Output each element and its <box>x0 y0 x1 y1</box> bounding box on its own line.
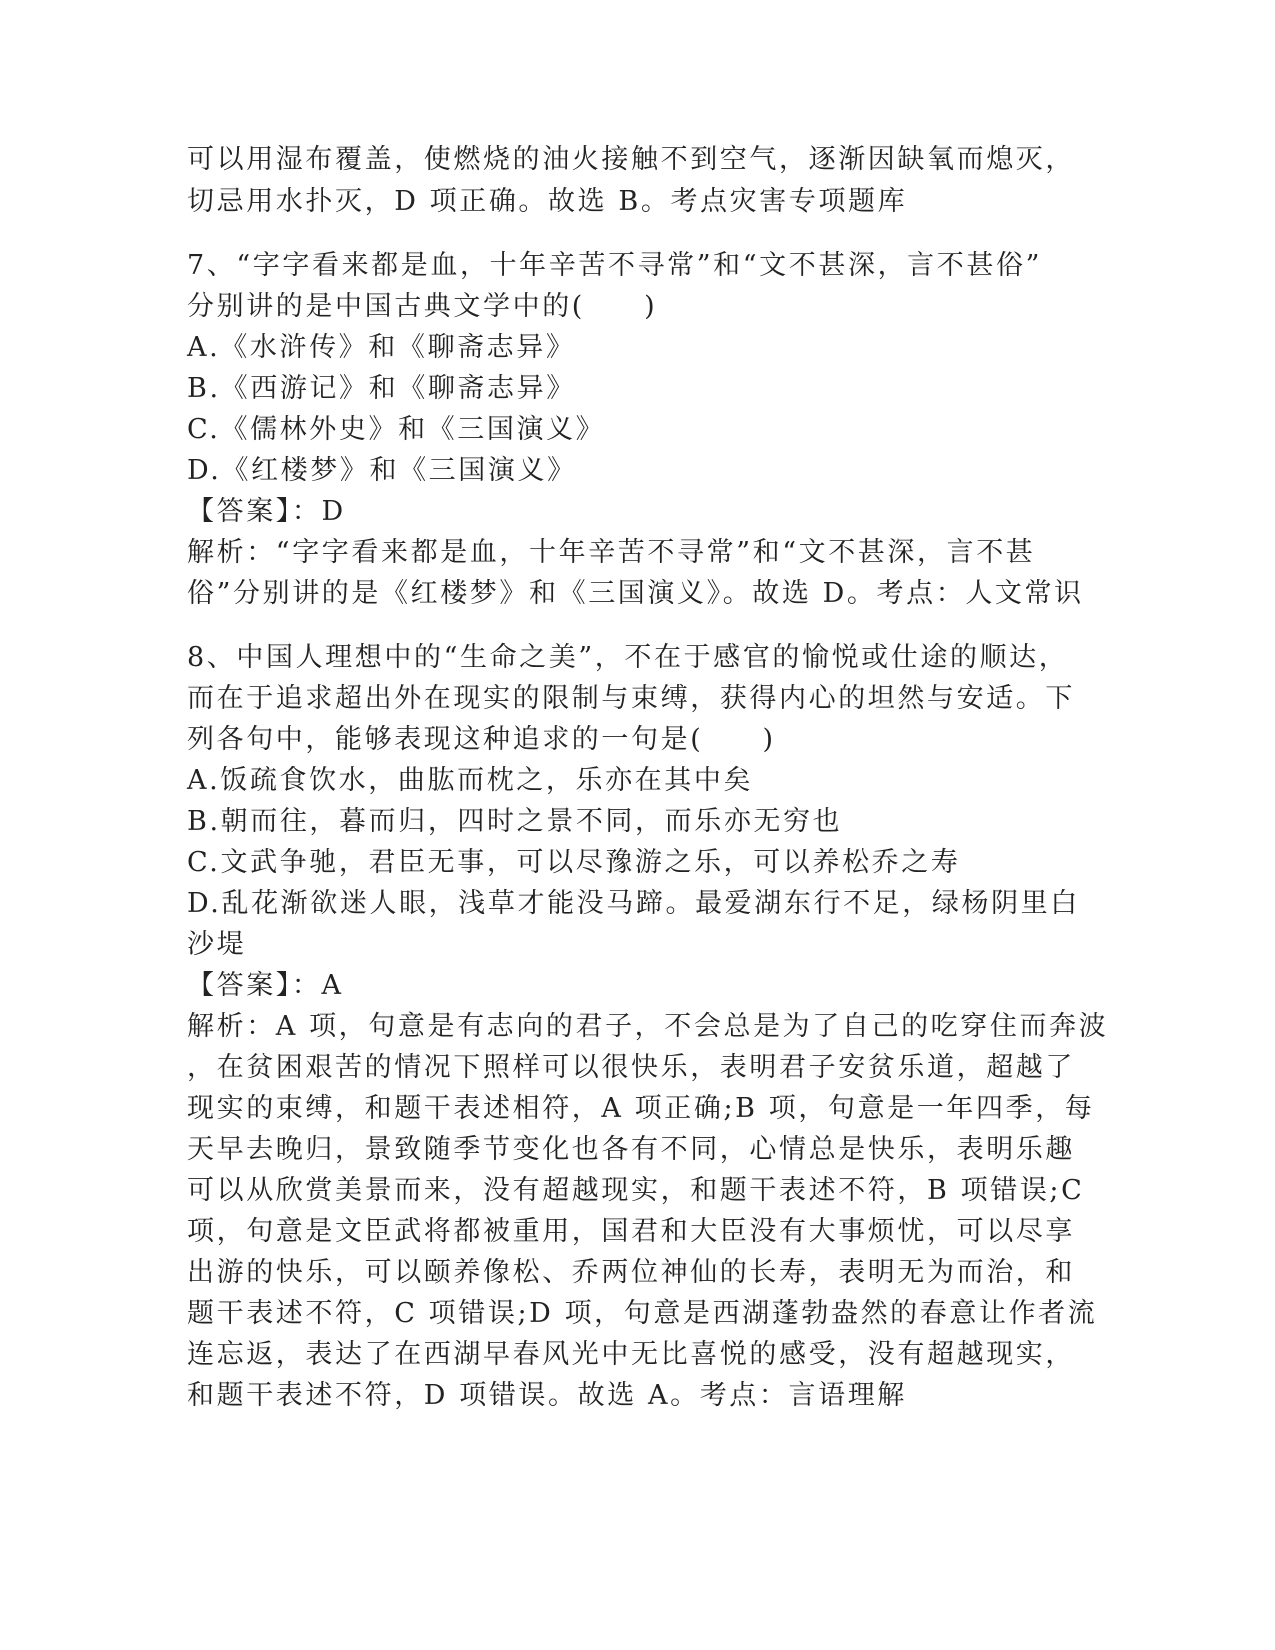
q8-option-a: A.饭疏食饮水，曲肱而枕之，乐亦在其中矣 <box>187 765 754 796</box>
q8-stem-line-1: 8、中国人理想中的“生命之美”，不在于感官的愉悦或仕途的顺达， <box>187 642 1069 673</box>
q8-analysis-line-5: 可以从欣赏美景而来，没有超越现实，和题干表述不符，B 项错误;C <box>187 1175 1085 1206</box>
q7-option-d: D.《红楼梦》和《三国演义》 <box>187 455 577 486</box>
q7-option-b: B.《西游记》和《聊斋志异》 <box>187 373 576 404</box>
q8-option-b: B.朝而往，暮而归，四时之景不同，而乐亦无穷也 <box>187 806 843 837</box>
q8-analysis-line-8: 题干表述不符，C 项错误;D 项，句意是西湖蓬勃盎然的春意让作者流 <box>187 1298 1098 1329</box>
q8-analysis-line-10: 和题干表述不符，D 项错误。故选 A。考点：言语理解 <box>187 1380 907 1411</box>
fragment-line-1: 可以用湿布覆盖，使燃烧的油火接触不到空气，逐渐因缺氧而熄灭， <box>187 144 1075 175</box>
fragment-line-2: 切忌用水扑灭，D 项正确。故选 B。考点灾害专项题库 <box>187 186 908 217</box>
q7-stem-line-1: 7、“字字看来都是血，十年辛苦不寻常”和“文不甚深，言不甚俗” <box>187 250 1042 281</box>
q7-stem-line-2: 分别讲的是中国古典文学中的( ) <box>187 291 658 322</box>
q8-stem-line-3: 列各句中，能够表现这种追求的一句是( ) <box>187 724 776 755</box>
q8-stem-line-2: 而在于追求超出外在现实的限制与束缚，获得内心的坦然与安适。下 <box>187 683 1075 714</box>
q7-option-a: A.《水浒传》和《聊斋志异》 <box>187 332 576 363</box>
q8-analysis-line-1: 解析：A 项，句意是有志向的君子，不会总是为了自己的吃穿住而奔波 <box>187 1011 1109 1042</box>
q8-analysis-line-3: 现实的束缚，和题干表述相符，A 项正确;B 项，句意是一年四季，每 <box>187 1093 1095 1124</box>
q8-answer: 【答案】：A <box>187 970 344 1001</box>
q8-option-c: C.文武争驰，君臣无事，可以尽豫游之乐，可以养松乔之寿 <box>187 847 961 878</box>
q8-analysis-line-9: 连忘返，表达了在西湖早春风光中无比喜悦的感受，没有超越现实， <box>187 1339 1075 1370</box>
q7-analysis-line-2: 俗”分别讲的是《红楼梦》和《三国演义》。故选 D。考点：人文常识 <box>187 578 1084 609</box>
q8-option-d: D.乱花渐欲迷人眼，浅草才能没马蹄。最爱湖东行不足，绿杨阴里白 <box>187 888 1080 919</box>
q8-option-d-cont: 沙堤 <box>187 929 247 960</box>
q8-analysis-line-7: 出游的快乐，可以颐养像松、乔两位神仙的长寿，表明无为而治，和 <box>187 1257 1075 1288</box>
q7-option-c: C.《儒林外史》和《三国演义》 <box>187 414 606 445</box>
q8-analysis-line-4: 天早去晚归，景致随季节变化也各有不同，心情总是快乐，表明乐趣 <box>187 1134 1075 1165</box>
q8-analysis-line-6: 项，句意是文臣武将都被重用，国君和大臣没有大事烦忧，可以尽享 <box>187 1216 1075 1247</box>
q8-analysis-line-2: ，在贫困艰苦的情况下照样可以很快乐，表明君子安贫乐道，超越了 <box>187 1052 1075 1083</box>
q7-analysis-line-1: 解析：“字字看来都是血，十年辛苦不寻常”和“文不甚深，言不甚 <box>187 537 1036 568</box>
q7-answer: 【答案】：D <box>187 496 346 527</box>
